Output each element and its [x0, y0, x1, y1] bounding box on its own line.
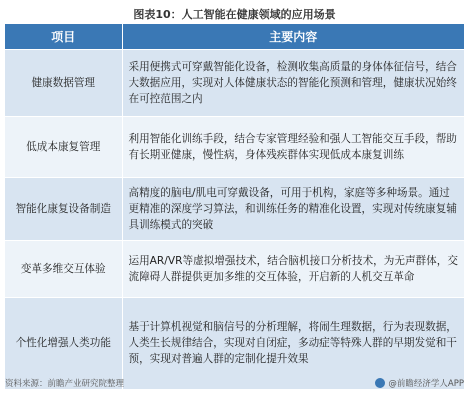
- row-item: 变革多维交互体验: [5, 240, 122, 297]
- footer: [5, 377, 464, 389]
- row-item: 健康数据管理: [5, 49, 122, 116]
- application-table: [5, 24, 464, 389]
- row-content: 基于计算机视觉和脑信号的分析理解，将闹生理数据，行为表现数据，人类生长规律结合，实现对自闭症，多动症等特殊人群的早期发觉和干预，实现对普遍人群的定制化提升效果: [122, 297, 464, 389]
- row-item: 低成本康复管理: [5, 116, 122, 177]
- table-row: [5, 49, 464, 116]
- figure-title: 图表10：人工智能在健康领域的应用场景: [133, 8, 336, 21]
- row-content: 采用便携式可穿戴智能化设备，检测收集高质量的身体体征信号，结合大数据应用，实现对人体健康状态的智能化预测和管理，健康状况始终在可控范围之内: [122, 49, 464, 116]
- table-row: [5, 116, 464, 177]
- table-row: [5, 297, 464, 389]
- row-item: 智能化康复设备制造: [5, 177, 122, 240]
- brand-label: @前瞻经济学人APP: [388, 379, 464, 389]
- row-content: 运用AR/VR等虚拟增强技术，结合脑机接口分析技术，为无声群体，交流障碍人群提供更加多维的交互体验，开启新的人机交互革命: [122, 240, 464, 297]
- brand-mark: [375, 377, 464, 389]
- header-item: 项目: [5, 24, 122, 49]
- row-item: 个性化增强人类功能: [5, 297, 122, 389]
- row-content: 利用智能化训练手段，结合专家管理经验和强人工智能交互手段，帮助有长期亚健康，慢性病，身体残疾群体实现低成本康复训练: [122, 116, 464, 177]
- row-content: 高精度的脑电/肌电可穿戴设备，可用于机构，家庭等多种场景。通过更精准的深度学习算法，和训练任务的精准化设置，实现对传统康复辅具训练模式的突破: [122, 177, 464, 240]
- table-header-row: [5, 24, 464, 49]
- table-row: [5, 240, 464, 297]
- header-content: 主要内容: [122, 24, 464, 49]
- source-note: 资料来源：前瞻产业研究院整理: [5, 379, 125, 389]
- table-row: [5, 177, 464, 240]
- brand-logo-icon: [375, 378, 385, 388]
